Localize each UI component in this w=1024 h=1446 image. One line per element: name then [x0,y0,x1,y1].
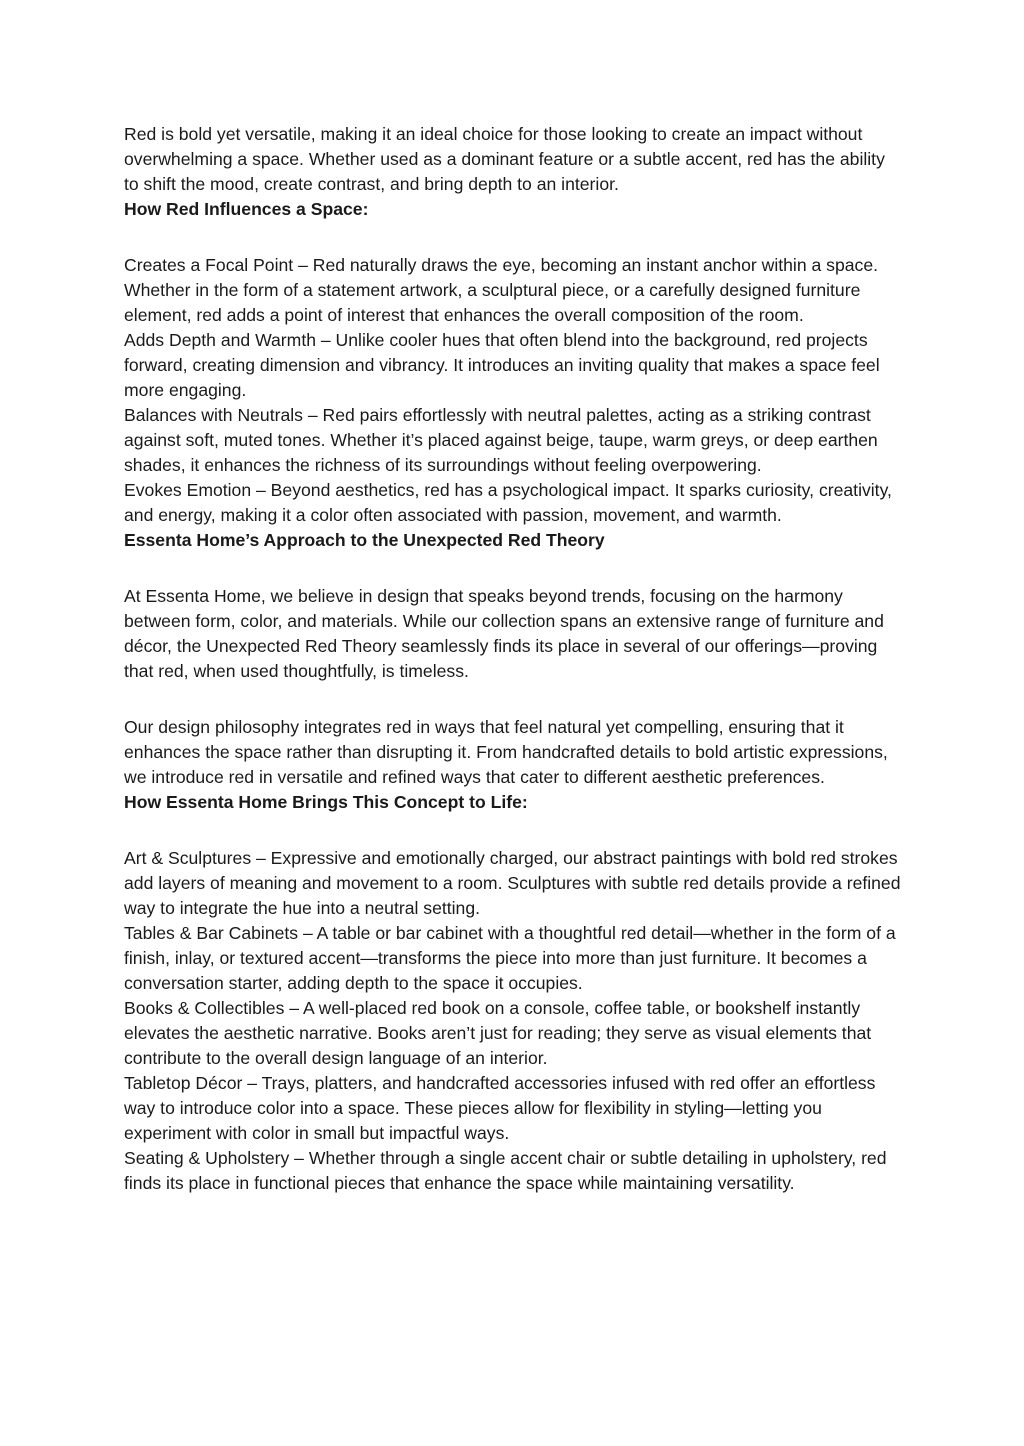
list-item-art-sculptures: Art & Sculptures – Expressive and emotionally charged, our abstract paintings with bold red strokes add layers of meaning and movement to a room. Sculptures with subtle red details provide a refined way to integrate the hue into a neutral setting. [124,848,901,918]
list-item-balances-neutrals: Balances with Neutrals – Red pairs effortlessly with neutral palettes, acting as a striking contrast against soft, muted tones. Whether it’s placed against beige, taupe, warm greys, or deep earthen shades, it enhances the richness of its surroundings without feeling overpowering. [124,405,878,475]
paragraph-spacer [124,684,904,715]
paragraph-spacer [124,222,904,253]
section-heading-red-influences: How Red Influences a Space: [124,199,369,219]
section-heading-essenta-approach: Essenta Home’s Approach to the Unexpected Red Theory [124,530,605,550]
list-item-books-collectibles: Books & Collectibles – A well-placed red book on a console, coffee table, or bookshelf instantly elevates the aesthetic narrative. Books aren’t just for reading; they serve as visual elements that contribute to the overall design language of an interior. [124,998,872,1068]
approach-paragraph-1: At Essenta Home, we believe in design that speaks beyond trends, focusing on the harmony between form, color, and materials. While our collection spans an extensive range of furniture and décor, the Unexpected Red Theory seamlessly finds its place in several of our offerings—proving that red, when used thoughtfully, is timeless. [124,586,884,681]
list-item-depth-warmth: Adds Depth and Warmth – Unlike cooler hues that often blend into the background, red projects forward, creating dimension and vibrancy. It introduces an inviting quality that makes a space feel more engaging. [124,330,880,400]
list-item-evokes-emotion: Evokes Emotion – Beyond aesthetics, red has a psychological impact. It sparks curiosity, creativity, and energy, making it a color often associated with passion, movement, and warmth. [124,480,892,525]
list-item-tables-bar-cabinets: Tables & Bar Cabinets – A table or bar cabinet with a thoughtful red detail—whether in the form of a finish, inlay, or textured accent—transforms the piece into more than just furniture. It becomes a conversation starter, adding depth to the space it occupies. [124,923,896,993]
paragraph-spacer [124,815,904,846]
approach-paragraph-2: Our design philosophy integrates red in ways that feel natural yet compelling, ensuring that it enhances the space rather than disrupting it. From handcrafted details to bold artistic expressions, we introduce red in versatile and refined ways that cater to different aesthetic preferences. [124,717,888,787]
list-item-focal-point: Creates a Focal Point – Red naturally draws the eye, becoming an instant anchor within a space. Whether in the form of a statement artwork, a sculptural piece, or a carefully designed furniture element, red adds a point of interest that enhances the overall composition of the room. [124,255,879,325]
section-heading-concept-to-life: How Essenta Home Brings This Concept to Life: [124,792,528,812]
paragraph-spacer [124,553,904,584]
list-item-seating-upholstery: Seating & Upholstery – Whether through a single accent chair or subtle detailing in upholstery, red finds its place in functional pieces that enhance the space while maintaining versatility. [124,1148,887,1193]
document-page [124,122,904,1196]
list-item-tabletop-decor: Tabletop Décor – Trays, platters, and handcrafted accessories infused with red offer an effortless way to introduce color into a space. These pieces allow for flexibility in styling—letting you experiment with color in small but impactful ways. [124,1073,876,1143]
intro-paragraph: Red is bold yet versatile, making it an ideal choice for those looking to create an impact without overwhelming a space. Whether used as a dominant feature or a subtle accent, red has the ability to shift the mood, create contrast, and bring depth to an interior. [124,124,885,194]
